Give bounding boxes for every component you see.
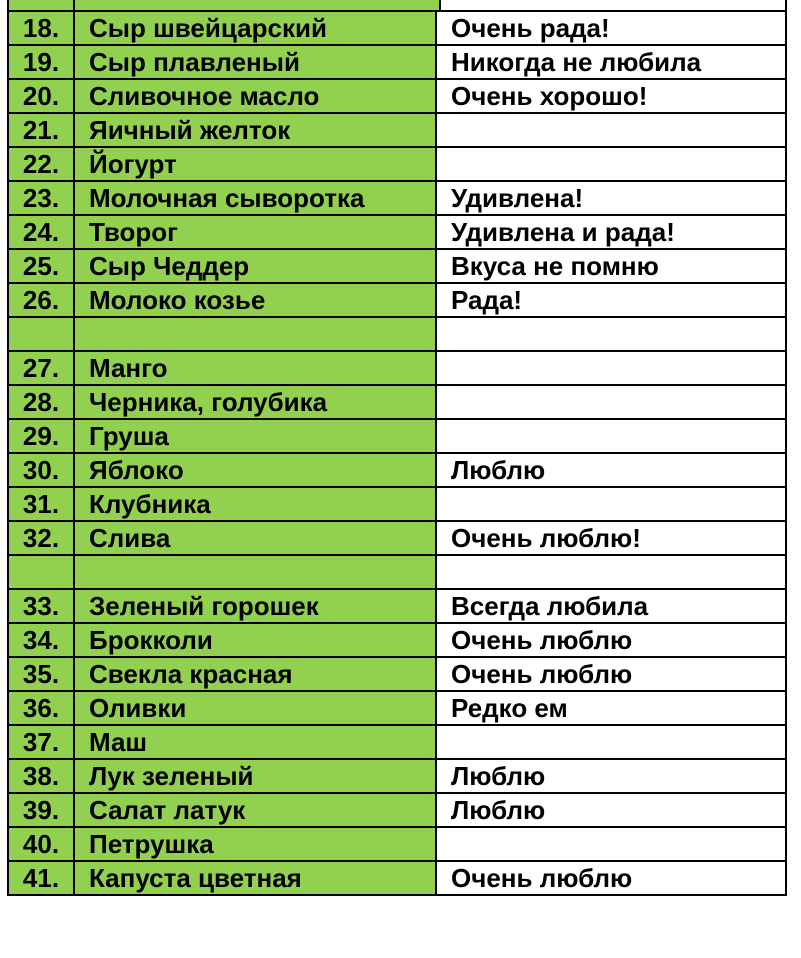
row-number-cell[interactable]: 25. bbox=[8, 249, 74, 283]
table-row bbox=[8, 691, 786, 725]
food-item-cell[interactable]: Оливки bbox=[74, 691, 436, 725]
row-number-cell[interactable]: 36. bbox=[8, 691, 74, 725]
row-number-cell[interactable]: 34. bbox=[8, 623, 74, 657]
reaction-note-cell[interactable]: Очень люблю bbox=[436, 623, 786, 657]
row-number-cell[interactable]: 23. bbox=[8, 181, 74, 215]
reaction-note-cell[interactable]: Рада! bbox=[436, 283, 786, 317]
row-number-cell[interactable]: 30. bbox=[8, 453, 74, 487]
food-item-cell[interactable]: Клубника bbox=[74, 487, 436, 521]
food-item-cell[interactable]: Яблоко bbox=[74, 453, 436, 487]
row-number-cell[interactable] bbox=[8, 555, 74, 589]
table-row bbox=[8, 317, 786, 351]
row-number-cell[interactable]: 20. bbox=[8, 79, 74, 113]
reaction-note-cell[interactable]: Никогда не любила bbox=[436, 45, 786, 79]
food-item-cell[interactable]: Свекла красная bbox=[74, 657, 436, 691]
reaction-note-cell[interactable]: Очень люблю! bbox=[436, 521, 786, 555]
row-number-cell[interactable]: 18. bbox=[8, 11, 74, 45]
number-column-top bbox=[7, 0, 75, 10]
reaction-note-cell[interactable]: Вкуса не помню bbox=[436, 249, 786, 283]
row-number-cell[interactable]: 40. bbox=[8, 827, 74, 861]
row-number-cell[interactable]: 24. bbox=[8, 215, 74, 249]
food-item-cell[interactable]: Творог bbox=[74, 215, 436, 249]
row-number-cell[interactable]: 21. bbox=[8, 113, 74, 147]
food-item-cell[interactable]: Маш bbox=[74, 725, 436, 759]
food-item-cell[interactable]: Сыр плавленый bbox=[74, 45, 436, 79]
reaction-note-cell[interactable] bbox=[436, 419, 786, 453]
reaction-note-cell[interactable]: Люблю bbox=[436, 759, 786, 793]
food-item-cell[interactable] bbox=[74, 555, 436, 589]
reaction-note-cell[interactable]: Люблю bbox=[436, 793, 786, 827]
row-number-cell[interactable]: 33. bbox=[8, 589, 74, 623]
food-item-cell[interactable]: Яичный желток bbox=[74, 113, 436, 147]
reaction-note-cell[interactable]: Удивлена и рада! bbox=[436, 215, 786, 249]
reaction-note-cell[interactable] bbox=[436, 385, 786, 419]
table-row bbox=[8, 861, 786, 895]
reaction-note-cell[interactable] bbox=[436, 827, 786, 861]
food-item-cell[interactable] bbox=[74, 317, 436, 351]
food-item-cell[interactable]: Сыр Чеддер bbox=[74, 249, 436, 283]
row-number-cell[interactable]: 38. bbox=[8, 759, 74, 793]
reaction-note-cell[interactable]: Удивлена! bbox=[436, 181, 786, 215]
table-row bbox=[8, 113, 786, 147]
row-number-cell[interactable]: 28. bbox=[8, 385, 74, 419]
food-item-cell[interactable]: Лук зеленый bbox=[74, 759, 436, 793]
row-number-cell[interactable]: 19. bbox=[8, 45, 74, 79]
table-body bbox=[8, 11, 786, 895]
table-row bbox=[8, 419, 786, 453]
row-number-cell[interactable] bbox=[8, 317, 74, 351]
table-row bbox=[8, 623, 786, 657]
row-number-cell[interactable]: 26. bbox=[8, 283, 74, 317]
table-row bbox=[8, 793, 786, 827]
reaction-note-cell[interactable] bbox=[436, 351, 786, 385]
item-column-top bbox=[75, 0, 441, 10]
food-item-cell[interactable]: Сливочное масло bbox=[74, 79, 436, 113]
food-item-cell[interactable]: Капуста цветная bbox=[74, 861, 436, 895]
reaction-note-cell[interactable] bbox=[436, 113, 786, 147]
table-row bbox=[8, 249, 786, 283]
reaction-note-cell[interactable] bbox=[436, 317, 786, 351]
table-row bbox=[8, 555, 786, 589]
table-row bbox=[8, 487, 786, 521]
table-row bbox=[8, 589, 786, 623]
food-item-cell[interactable]: Сыр швейцарский bbox=[74, 11, 436, 45]
table-row bbox=[8, 181, 786, 215]
table-row bbox=[8, 79, 786, 113]
food-item-cell[interactable]: Зеленый горошек bbox=[74, 589, 436, 623]
table-row bbox=[8, 45, 786, 79]
food-item-cell[interactable]: Молочная сыворотка bbox=[74, 181, 436, 215]
row-number-cell[interactable]: 35. bbox=[8, 657, 74, 691]
food-item-cell[interactable]: Слива bbox=[74, 521, 436, 555]
reaction-note-cell[interactable]: Всегда любила bbox=[436, 589, 786, 623]
food-item-cell[interactable]: Манго bbox=[74, 351, 436, 385]
food-item-cell[interactable]: Салат латук bbox=[74, 793, 436, 827]
food-item-cell[interactable]: Йогурт bbox=[74, 147, 436, 181]
row-number-cell[interactable]: 37. bbox=[8, 725, 74, 759]
table-row bbox=[8, 657, 786, 691]
food-item-cell[interactable]: Молоко козье bbox=[74, 283, 436, 317]
row-number-cell[interactable]: 31. bbox=[8, 487, 74, 521]
table-row bbox=[8, 827, 786, 861]
row-number-cell[interactable]: 27. bbox=[8, 351, 74, 385]
food-item-cell[interactable]: Петрушка bbox=[74, 827, 436, 861]
table-row bbox=[8, 385, 786, 419]
table-row bbox=[8, 759, 786, 793]
table-row bbox=[8, 725, 786, 759]
table-row bbox=[8, 521, 786, 555]
reaction-note-cell[interactable]: Редко ем bbox=[436, 691, 786, 725]
table-row bbox=[8, 283, 786, 317]
row-number-cell[interactable]: 22. bbox=[8, 147, 74, 181]
reaction-note-cell[interactable]: Очень рада! bbox=[436, 11, 786, 45]
food-item-cell[interactable]: Черника, голубика bbox=[74, 385, 436, 419]
table-row bbox=[8, 147, 786, 181]
table-row bbox=[8, 351, 786, 385]
reaction-note-cell[interactable] bbox=[436, 147, 786, 181]
note-column-top bbox=[441, 0, 787, 10]
reaction-note-cell[interactable]: Очень люблю bbox=[436, 861, 786, 895]
food-reaction-table bbox=[7, 10, 787, 896]
table-row bbox=[8, 11, 786, 45]
reaction-note-cell[interactable]: Люблю bbox=[436, 453, 786, 487]
reaction-note-cell[interactable]: Очень хорошо! bbox=[436, 79, 786, 113]
food-item-cell[interactable]: Брокколи bbox=[74, 623, 436, 657]
reaction-note-cell[interactable]: Очень люблю bbox=[436, 657, 786, 691]
row-number-cell[interactable]: 32. bbox=[8, 521, 74, 555]
row-number-cell[interactable]: 39. bbox=[8, 793, 74, 827]
table-row bbox=[8, 453, 786, 487]
row-number-cell[interactable]: 41. bbox=[8, 861, 74, 895]
row-number-cell[interactable]: 29. bbox=[8, 419, 74, 453]
food-item-cell[interactable]: Груша bbox=[74, 419, 436, 453]
reaction-note-cell[interactable] bbox=[436, 725, 786, 759]
table-top-edge bbox=[7, 0, 787, 10]
table-row bbox=[8, 215, 786, 249]
reaction-note-cell[interactable] bbox=[436, 487, 786, 521]
reaction-note-cell[interactable] bbox=[436, 555, 786, 589]
